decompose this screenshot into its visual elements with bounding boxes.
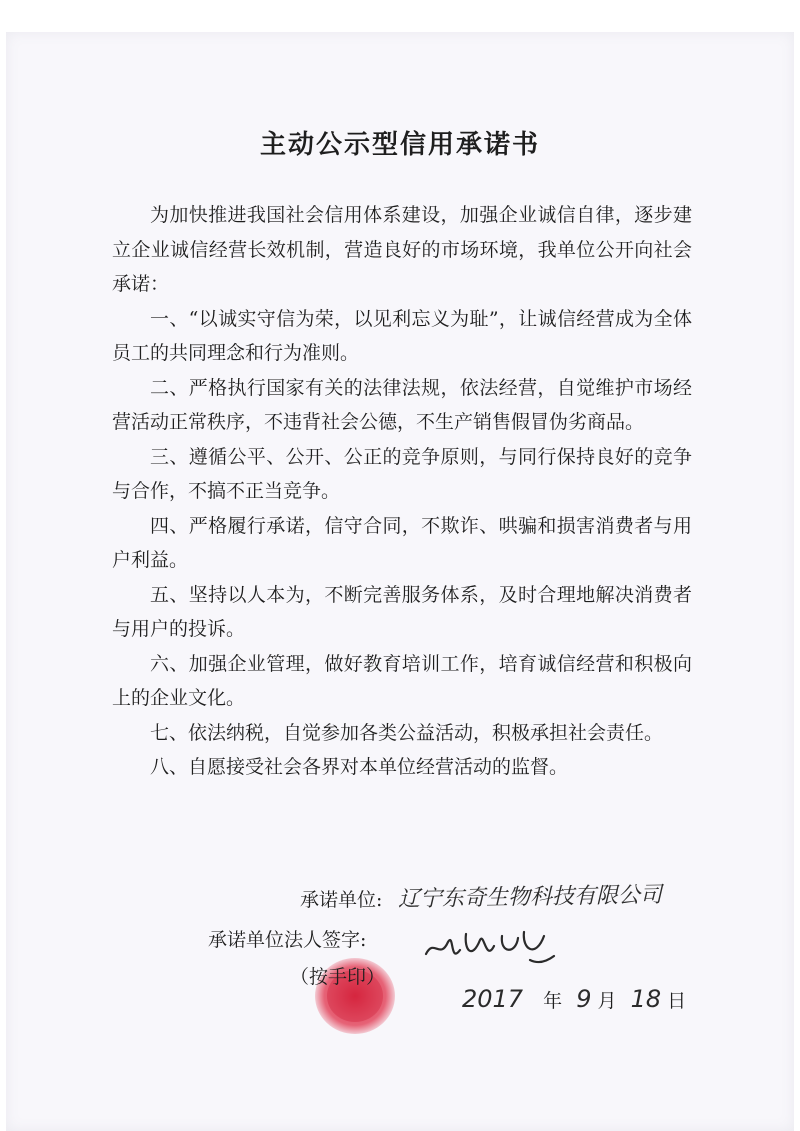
commitment-item-2: 二、严格执行国家有关的法律法规，依法经营，自觉维护市场经营活动正常秩序，不违背社会公德，不生产销售假冒伪劣商品。: [112, 376, 692, 433]
commitment-item-5: 五、坚持以人本为，不断完善服务体系，及时合理地解决消费者与用户的投诉。: [112, 583, 692, 640]
commitment-item-6: 六、加强企业管理，做好教育培训工作，培育诚信经营和积极向上的企业文化。: [112, 652, 692, 709]
document-title: 主动公示型信用承诺书: [259, 130, 540, 160]
date-month: 9: [576, 985, 592, 1013]
intro-paragraph: 为加快推进我国社会信用体系建设，加强企业诚信自律，逐步建立企业诚信经营长效机制，营造良好的市场环境，我单位公开向社会承诺：: [112, 204, 692, 295]
date-month-suffix: 月: [597, 990, 617, 1012]
document-body: [112, 198, 692, 785]
legal-person-signature: [420, 920, 560, 972]
commitment-item-8: 八、自愿接受社会各界对本单位经营活动的监督。: [150, 756, 569, 778]
legal-person-label: 承诺单位法人签字:: [208, 929, 367, 951]
commitment-item-7: 七、依法纳税，自觉参加各类公益活动，积极承担社会责任。: [150, 721, 664, 744]
commitment-item-4: 四、严格履行承诺，信守合同，不欺诈、哄骗和损害消费者与用户利益。: [112, 514, 692, 571]
date-year-suffix: 年: [543, 990, 563, 1012]
fingerprint-label: （按手印）: [290, 966, 386, 988]
date-day-suffix: 日: [667, 990, 687, 1012]
date-year: 2017: [462, 985, 524, 1013]
unit-label: 承诺单位:: [300, 889, 383, 911]
commitment-item-3: 三、遵循公平、公开、公正的竞争原则，与同行保持良好的竞争与合作，不搞不正当竞争。: [112, 445, 692, 502]
unit-handwritten-name: 辽宁东奇生物科技有限公司: [397, 882, 663, 913]
commitment-item-1: 一、“以诚实守信为荣，以见利忘义为耻”，让诚信经营成为全体员工的共同理念和行为准则。: [112, 307, 692, 364]
date-day: 18: [630, 985, 662, 1013]
signing-date: [462, 985, 686, 1013]
